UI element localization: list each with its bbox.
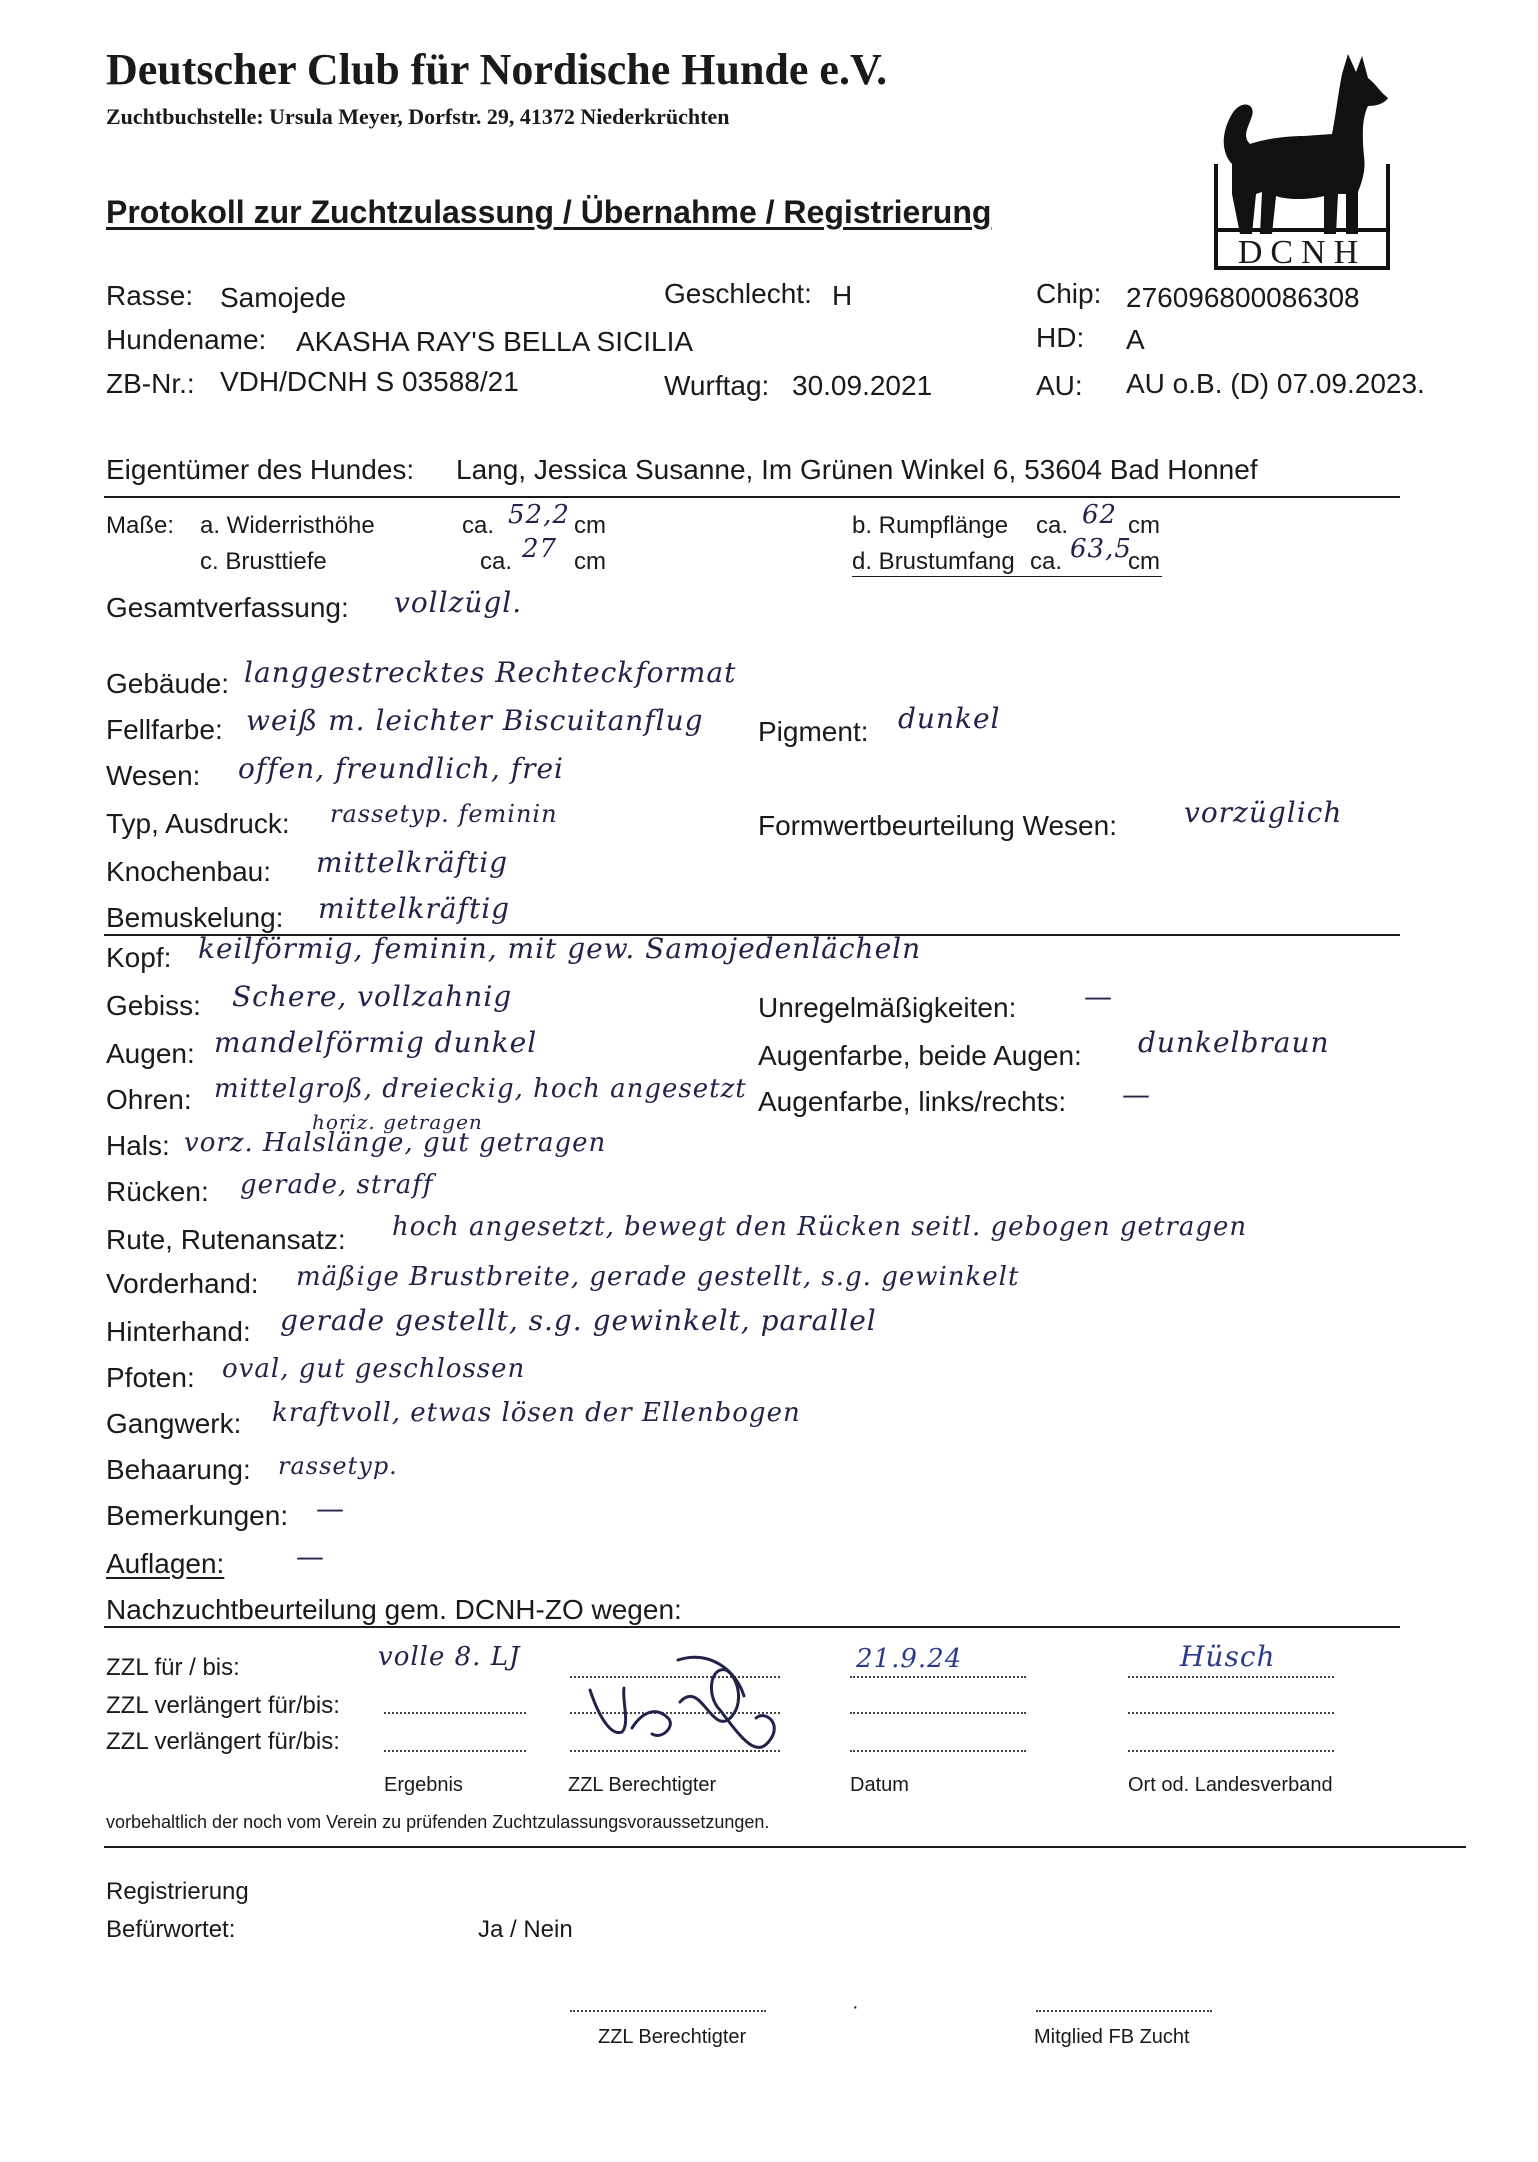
chip-label: Chip: <box>1036 278 1102 309</box>
dots-row2-datum <box>850 1712 1026 1714</box>
pigment-label: Pigment: <box>758 716 869 747</box>
zzl-row1-ergebnis: volle 8. LJ <box>378 1642 521 1672</box>
augenfarbe-label: Augenfarbe, beide Augen: <box>758 1040 1082 1071</box>
measure-d-underline <box>852 576 1162 577</box>
pigment-value: dunkel <box>898 702 1001 735</box>
fellfarbe-label: Fellfarbe: <box>106 714 223 745</box>
dots-row1-ort <box>1128 1676 1334 1678</box>
ohren-note: horiz. getragen <box>312 1110 483 1134</box>
rute-value: hoch angesetzt, bewegt den Rücken seitl. gebogen getragen <box>392 1212 1248 1242</box>
wurftag-label: Wurftag: <box>664 370 770 401</box>
unregel-label: Unregelmäßigkeiten: <box>758 992 1017 1023</box>
wesen-value: offen, freundlich, frei <box>238 752 564 785</box>
knochen-label: Knochenbau: <box>106 856 272 887</box>
dots-sig1 <box>570 2010 766 2012</box>
dots-row3-ort <box>1128 1750 1334 1752</box>
gangwerk-label: Gangwerk: <box>106 1408 242 1439</box>
zb-label: ZB-Nr.: <box>106 368 195 399</box>
zzl-row1-ort: Hüsch <box>1180 1640 1276 1673</box>
measure-c-prefix: ca. <box>480 548 513 575</box>
bemerkungen-label: Bemerkungen: <box>106 1500 289 1531</box>
measure-d-label: d. Brustumfang <box>852 548 1015 575</box>
gangwerk-value: kraftvoll, etwas lösen der Ellenbogen <box>272 1398 801 1428</box>
formwert-value: vorzüglich <box>1184 796 1343 829</box>
ohren-value: mittelgroß, dreieckig, hoch angesetzt <box>214 1074 747 1104</box>
hals-value: vorz. Halslänge, gut getragen <box>184 1128 607 1158</box>
geschlecht-label: Geschlecht: <box>664 278 812 309</box>
measures-label: Maße: <box>106 512 175 539</box>
fellfarbe-value: weiß m. leichter Biscuitanflug <box>246 704 704 737</box>
divider-breeding <box>104 1626 1400 1628</box>
divider-registration <box>104 1846 1466 1848</box>
gebaeude-value: langgestrecktes Rechteckformat <box>244 656 737 689</box>
augenfarbe-lr-value: — <box>1122 1078 1151 1111</box>
ruecken-label: Rücken: <box>106 1176 209 1207</box>
augen-value: mandelförmig dunkel <box>214 1026 538 1059</box>
col-berechtigter: ZZL Berechtigter <box>568 1774 717 1796</box>
zzl-row2-label: ZZL verlängert für/bis: <box>106 1692 340 1719</box>
hinterhand-label: Hinterhand: <box>106 1316 251 1347</box>
dot-separator: · <box>852 1996 859 2018</box>
measure-c-unit: cm <box>574 548 606 575</box>
measure-c-value: 27 <box>522 534 558 564</box>
club-name: Deutscher Club für Nordische Hunde e.V. <box>106 45 888 94</box>
unregel-value: — <box>1084 980 1113 1013</box>
measure-a-unit: cm <box>574 512 606 539</box>
muskel-value: mittelkräftig <box>318 892 511 925</box>
hundename-value: AKASHA RAY'S BELLA SICILIA <box>296 326 694 357</box>
auflagen-value: — <box>296 1540 325 1573</box>
ruecken-value: gerade, straff <box>240 1170 434 1200</box>
dots-sig2 <box>1036 2010 1212 2012</box>
registration-title: Registrierung <box>106 1878 249 1905</box>
rute-label: Rute, Rutenansatz: <box>106 1224 346 1255</box>
behaarung-label: Behaarung: <box>106 1454 251 1485</box>
club-address: Zuchtbuchstelle: Ursula Meyer, Dorfstr. 29, 41372 Niederkrüchten <box>106 104 730 129</box>
behaarung-value: rassetyp. <box>278 1452 398 1480</box>
divider-owner <box>104 496 1400 498</box>
geschlecht-value: H <box>832 280 853 311</box>
hinterhand-value: gerade gestellt, s.g. gewinkelt, parallel <box>280 1304 877 1337</box>
pfoten-value: oval, gut geschlossen <box>222 1354 526 1384</box>
zzl-row1-datum: 21.9.24 <box>856 1644 963 1674</box>
dots-row2-ort <box>1128 1712 1334 1714</box>
col-datum: Datum <box>850 1774 909 1796</box>
signature-icon <box>560 1640 790 1770</box>
rasse-value: Samojede <box>220 282 347 313</box>
measure-a-prefix: ca. <box>462 512 495 539</box>
page-title: Protokoll zur Zuchtzulassung / Übernahme / Registrierung <box>106 194 992 230</box>
measure-a-label: a. Widerristhöhe <box>200 512 375 539</box>
rasse-label: Rasse: <box>106 280 194 311</box>
bemerkungen-value: — <box>316 1492 345 1525</box>
au-label: AU: <box>1036 370 1083 401</box>
vorderhand-label: Vorderhand: <box>106 1268 259 1299</box>
breeding-heading: Nachzuchtbeurteilung gem. DCNH-ZO wegen: <box>106 1594 682 1625</box>
hals-label: Hals: <box>106 1130 170 1161</box>
befuerwortet-label: Befürwortet: <box>106 1916 236 1943</box>
formwert-label: Formwertbeurteilung Wesen: <box>758 810 1117 841</box>
gebiss-value: Schere, vollzahnig <box>232 980 513 1013</box>
muskel-label: Bemuskelung: <box>106 902 284 933</box>
gesamt-value: vollzügl. <box>394 586 523 619</box>
gebaeude-label: Gebäude: <box>106 668 229 699</box>
measure-c-label: c. Brusttiefe <box>200 548 327 575</box>
sig1-caption: ZZL Berechtigter <box>598 2026 747 2048</box>
au-value: AU o.B. (D) 07.09.2023. <box>1126 368 1425 399</box>
hundename-label: Hundename: <box>106 324 267 355</box>
owner-label: Eigentümer des Hundes: <box>106 454 415 485</box>
measure-d-value: 63,5 <box>1070 534 1132 564</box>
hd-value: A <box>1126 324 1145 355</box>
knochen-value: mittelkräftig <box>316 846 509 879</box>
breeding-note: vorbehaltlich der noch vom Verein zu prüfenden Zuchtzulassungsvoraussetzungen. <box>106 1812 770 1832</box>
sig2-caption: Mitglied FB Zucht <box>1034 2026 1190 2048</box>
pfoten-label: Pfoten: <box>106 1362 195 1393</box>
col-ort: Ort od. Landesverband <box>1128 1774 1333 1796</box>
dots-row3-ergebnis <box>384 1750 526 1752</box>
auflagen-label: Auflagen: <box>106 1548 225 1579</box>
zzl-row1-label: ZZL für / bis: <box>106 1654 240 1681</box>
col-ergebnis: Ergebnis <box>384 1774 463 1796</box>
dots-row2-ergebnis <box>384 1712 526 1714</box>
owner-value: Lang, Jessica Susanne, Im Grünen Winkel 6, 53604 Bad Honnef <box>456 454 1258 485</box>
measure-b-unit: cm <box>1128 512 1160 539</box>
vorderhand-value: mäßige Brustbreite, gerade gestellt, s.g. gewinkelt <box>296 1262 1020 1292</box>
logo-text: DCNH <box>1237 234 1367 271</box>
typ-value: rassetyp. feminin <box>330 800 558 828</box>
kopf-label: Kopf: <box>106 942 172 973</box>
wesen-label: Wesen: <box>106 760 201 791</box>
gesamt-label: Gesamtverfassung: <box>106 592 349 623</box>
measure-b-label: b. Rumpflänge <box>852 512 1009 539</box>
measure-d-unit: cm <box>1128 548 1160 575</box>
gebiss-label: Gebiss: <box>106 990 201 1021</box>
measure-d-prefix: ca. <box>1030 548 1063 575</box>
zb-value: VDH/DCNH S 03588/21 <box>220 366 519 397</box>
measure-b-value: 62 <box>1082 500 1118 530</box>
chip-value: 276096800086308 <box>1126 282 1360 313</box>
wurftag-value: 30.09.2021 <box>792 370 933 401</box>
augenfarbe-value: dunkelbraun <box>1138 1026 1330 1059</box>
zzl-row3-label: ZZL verlängert für/bis: <box>106 1728 340 1755</box>
augenfarbe-lr-label: Augenfarbe, links/rechts: <box>758 1086 1067 1117</box>
augen-label: Augen: <box>106 1038 195 1069</box>
dcnh-logo <box>1212 44 1392 270</box>
hd-label: HD: <box>1036 322 1085 353</box>
ja-nein: Ja / Nein <box>478 1916 573 1943</box>
ohren-label: Ohren: <box>106 1084 192 1115</box>
kopf-value: keilförmig, feminin, mit gew. Samojedenlächeln <box>198 932 922 965</box>
measure-a-value: 52,2 <box>508 500 570 530</box>
dots-row3-datum <box>850 1750 1026 1752</box>
typ-label: Typ, Ausdruck: <box>106 808 290 839</box>
dots-row1-datum <box>850 1676 1026 1678</box>
measure-b-prefix: ca. <box>1036 512 1069 539</box>
